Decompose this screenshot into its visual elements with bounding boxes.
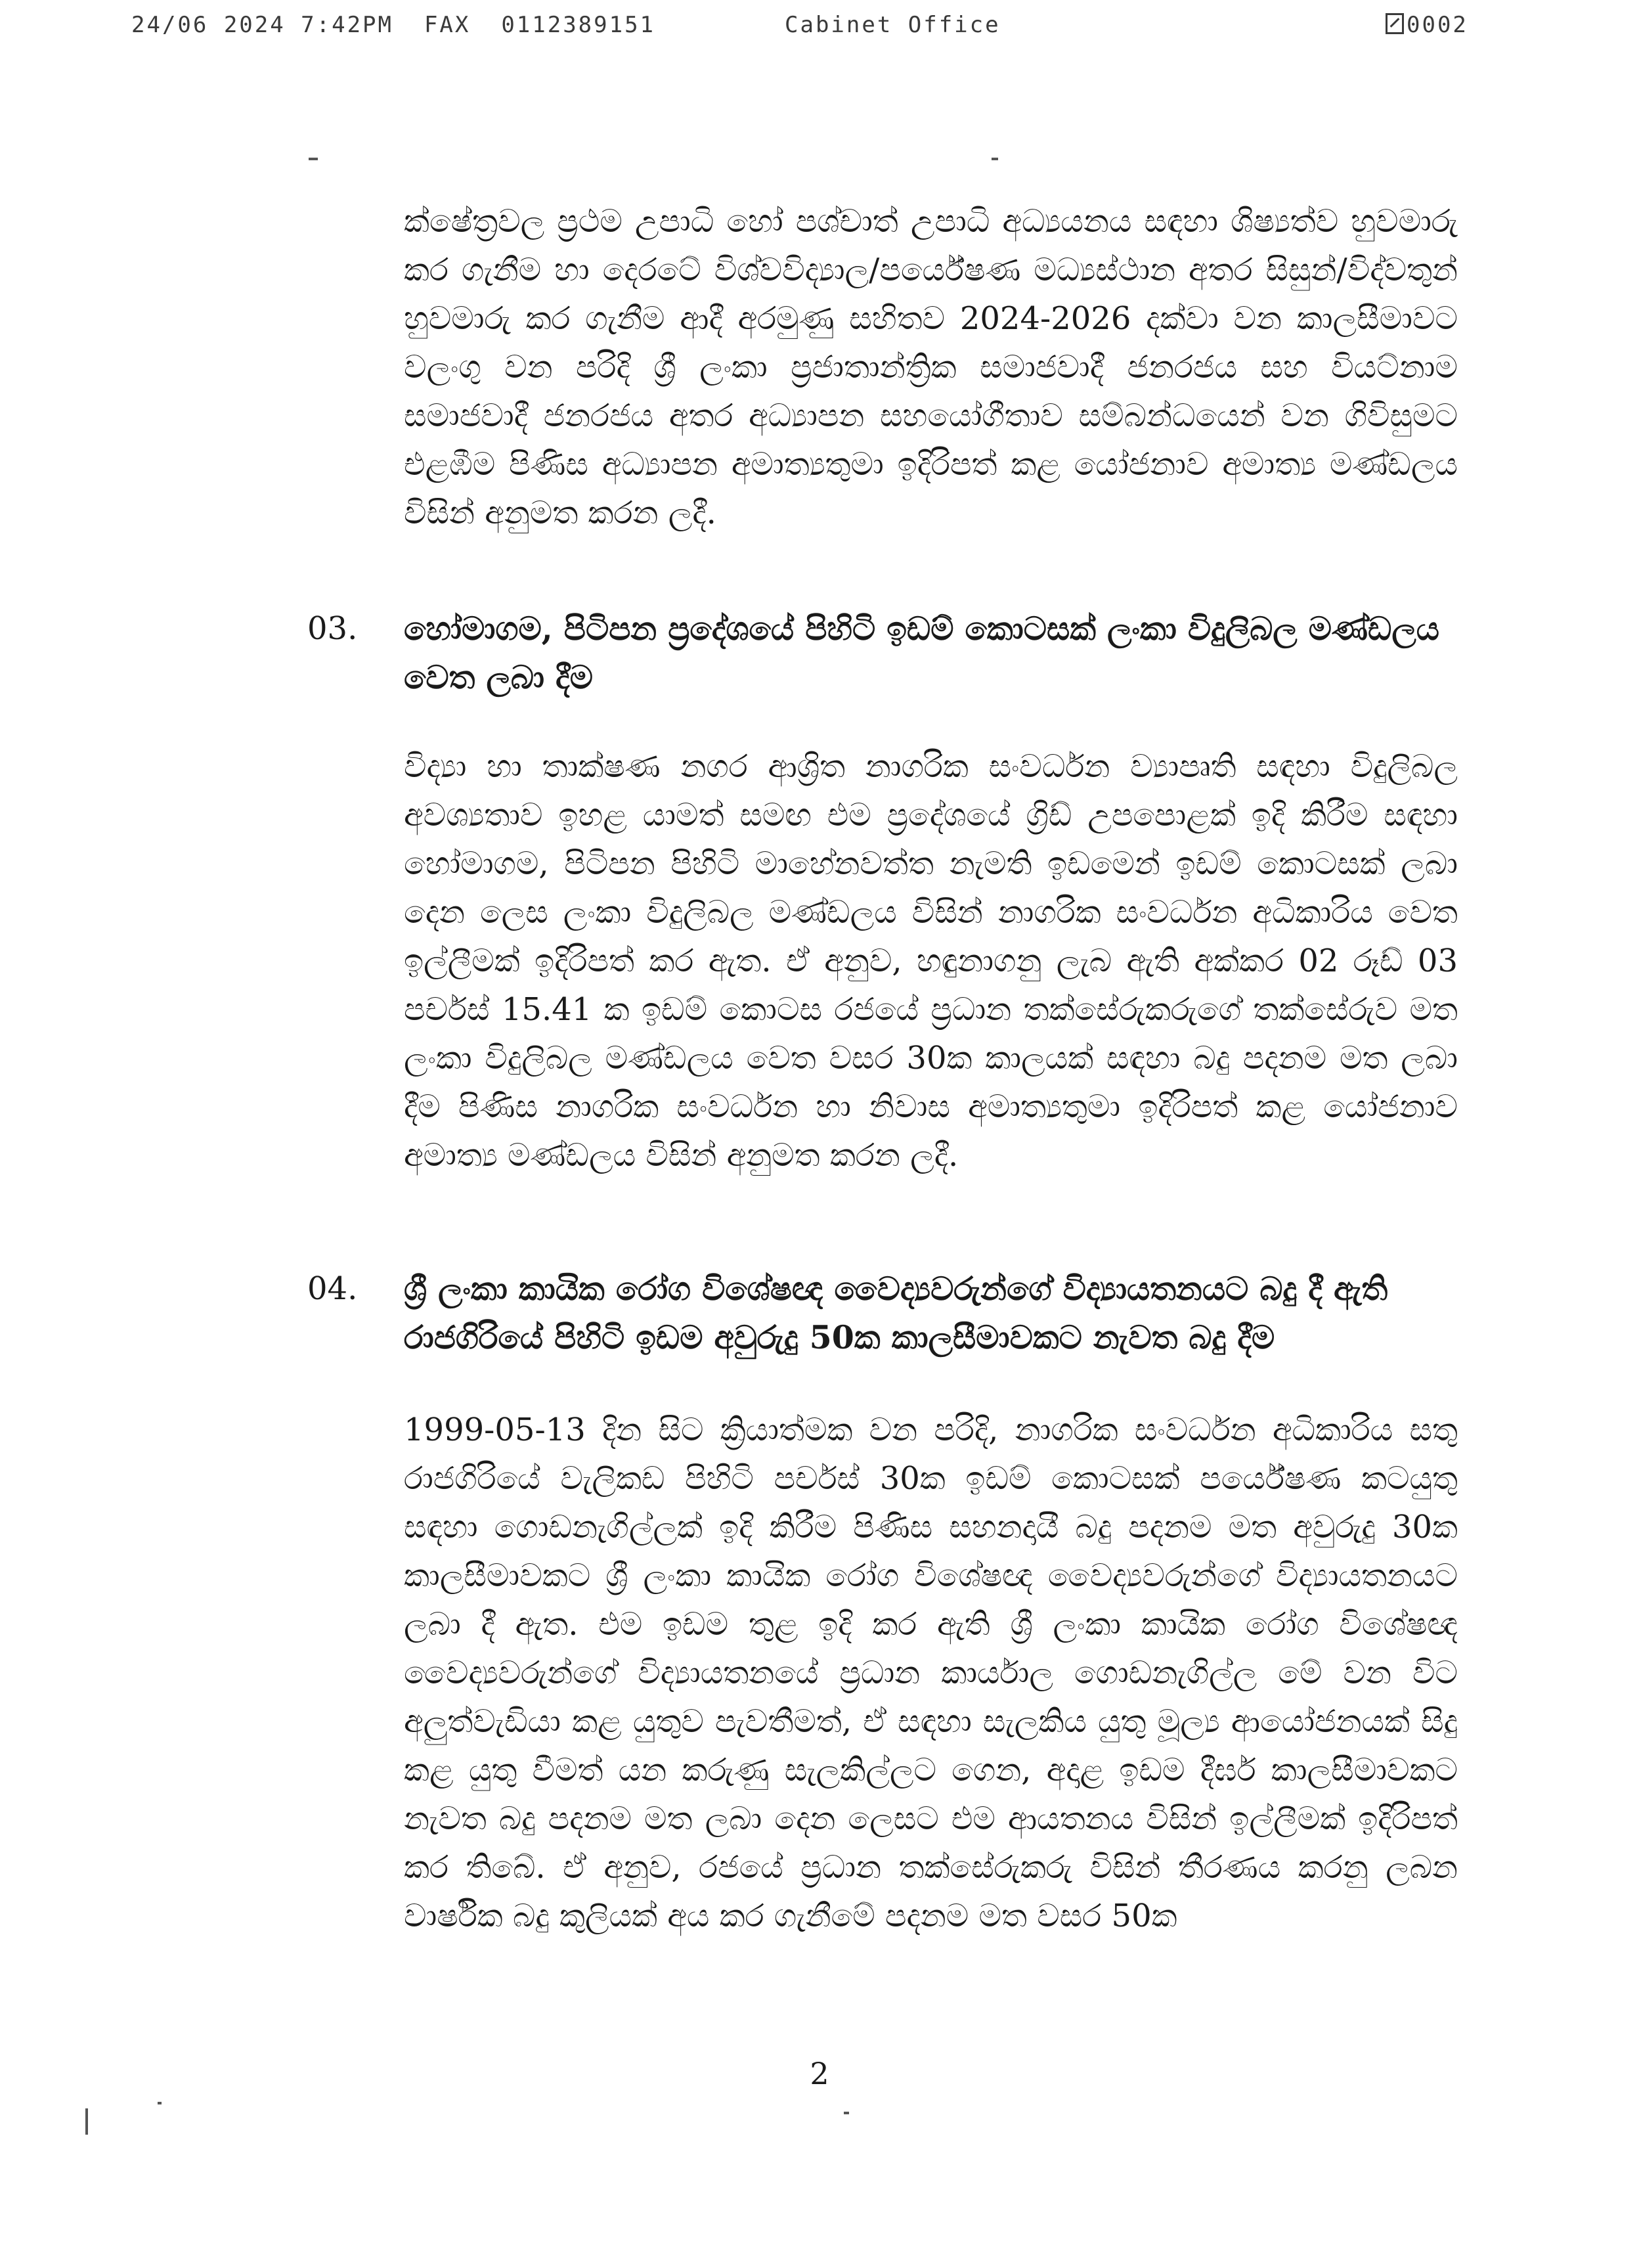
fax-page-code <box>1386 12 1468 38</box>
section-number: 04. <box>307 1270 358 1307</box>
checkbox-icon <box>1386 13 1404 34</box>
scan-speck <box>158 2102 162 2104</box>
scan-speck <box>992 158 998 160</box>
fax-date-text: 24/06 2024 7:42PM <box>131 12 393 38</box>
fax-header <box>0 12 1639 45</box>
section-03-body: විද්‍යා හා තාක්ෂණ නගර ආශ්‍රිත නාගරික සංවර්ධන ව්‍යාපෘති සඳහා විදුලිබල අවශ්‍යතාව ඉහළ යාමත් සමඟ එම ප්‍රදේශයේ ග්‍රිඩ් උපපොළක් ඉදි කිරීම සඳහා හෝමාගම, පිටිපන පිහිටි මාහේනවත්ත නැමති ඉඩමෙන් ඉඩම් කොටසක් ලබා දෙන ලෙස ලංකා විදුලිබල මණ්ඩලය විසින් නාගරික සංවර්ධන අධිකාරිය වෙත ඉල්ලීමක් ඉදිරිපත් කර ඇත. ඒ අනුව, හඳුනාගනු ලැබ ඇති අක්කර 02 රූඩ් 03 පර්චස් 15.41 ක ඉඩම් කොටස රජයේ ප්‍රධාන තක්සේරුකරුගේ තක්සේරුව මත ලංකා විදුලිබල මණ්ඩලය වෙත වසර 30ක කාලයක් සඳහා බදු පදනම මත ලබා දීම පිණිස නාගරික සංවර්ධන හා නිවාස අමාත්‍යතුමා ඉදිරිපත් කළ යෝජනාව අමාත්‍ය මණ්ඩලය විසින් අනුමත කරන ලදී. <box>404 748 1458 1174</box>
page-number: 2 <box>810 2056 829 2091</box>
scan-speck <box>85 2108 88 2135</box>
section-title: ශ්‍රී ලංකා කායික රෝග විශේෂඥ වෛද්‍යවරුන්ගේ විද්‍යායතනයට බදු දී ඇති රාජගිරියේ පිහිටි ඉඩම අවුරුදු 50ක කාලසීමාවකට නැවත බදු දීම <box>404 1270 1388 1356</box>
section-number: 03. <box>307 610 358 647</box>
fax-office: Cabinet Office <box>785 12 1001 38</box>
scan-speck <box>309 158 318 160</box>
fax-number: 0112389151 <box>501 12 656 38</box>
fax-label: FAX <box>424 12 471 38</box>
intro-paragraph: ක්ෂේත්‍රවල ප්‍රථම උපාධි හෝ පශ්චාත් උපාධි අධ්‍යයනය සඳහා ශිෂ්‍යත්ව හුවමාරු කර ගැනීම හා දෙරටේ විශ්වවිද්‍යාල/පර්යේෂණ මධ්‍යස්ථාන අතර සිසුන්/විද්වතුන් හුවමාරු කර ගැනීම ආදී අරමුණු සහිතව 2024-2026 දක්වා වන කාලසීමාවට වලංගු වන පරිදි ශ්‍රී ලංකා ප්‍රජාතාන්ත්‍රික සමාජවාදී ජනරජය සහ වියට්නාම සමාජවාදී ජනරජය අතර අධ්‍යාපන සහයෝගීතාව සම්බන්ධයෙන් වන ගිවිසුමට එළඹීම පිණිස අධ්‍යාපන අමාත්‍යතුමා ඉදිරිපත් කළ යෝජනාව අමාත්‍ය මණ්ඩලය විසින් අනුමත කරන ලදී. <box>404 203 1458 531</box>
fax-page-code-text: 0002 <box>1407 12 1468 38</box>
fax-date-time <box>131 12 655 38</box>
section-04-body: 1999-05-13 දින සිට ක්‍රියාත්මක වන පරිදි, නාගරික සංවර්ධන අධිකාරිය සතු රාජගිරියේ වැලිකඩ පිහිටි පර්චස් 30ක ඉඩම් කොටසක් පර්යේෂණ කටයුතු සඳහා ගොඩනැගිල්ලක් ඉදි කිරීම පිණිස සහනදායී බදු පදනම මත අවුරුදු 30ක කාලසීමාවකට ශ්‍රී ලංකා කායික රෝග විශේෂඥ වෛද්‍යවරුන්ගේ විද්‍යායතනයට ලබා දී ඇත. එම ඉඩම තුළ ඉදි කර ඇති ශ්‍රී ලංකා කායික රෝග විශේෂඥ වෛද්‍යවරුන්ගේ විද්‍යායතනයේ ප්‍රධාන කාර්යාල ගොඩනැගිල්ල මේ වන විට අලුත්වැඩියා කළ යුතුව පැවතීමත්, ඒ සඳහා සැලකිය යුතු මූල්‍ය ආයෝජනයක් සිදු කළ යුතු වීමත් යන කරුණු සැලකිල්ලට ගෙන, අදාළ ඉඩම දීර්ඝ කාලසීමාවකට නැවත බදු පදනම මත ලබා දෙන ලෙසට එම ආයතනය විසින් ඉල්ලීමක් ඉදිරිපත් කර තිබේ. ඒ අනුව, රජයේ ප්‍රධාන තක්සේරුකරු විසින් තීරණය කරනු ලබන වාර්ෂික බදු කුලියක් අය කර ගැනීමේ පදනම මත වසර 50ක <box>404 1412 1458 1934</box>
scan-speck <box>844 2112 849 2114</box>
section-title: හෝමාගම, පිටිපන ප්‍රදේශයේ පිහිටි ඉඩම් කොටසක් ලංකා විදුලිබල මණ්ඩලය වෙත ලබා දීම <box>404 610 1439 696</box>
